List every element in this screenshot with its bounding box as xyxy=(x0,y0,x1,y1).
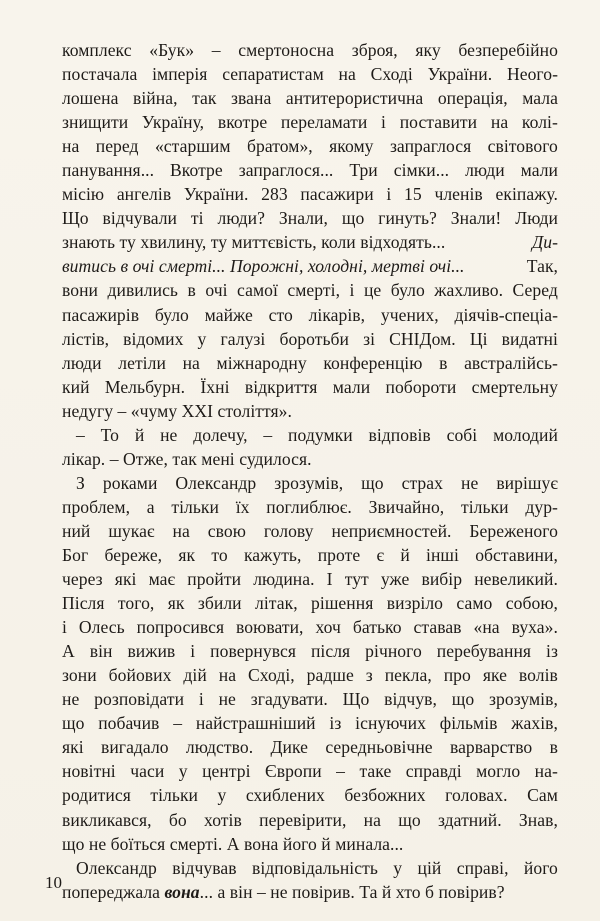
word: обставини, xyxy=(475,544,558,565)
word: цій xyxy=(417,857,442,878)
page-number: 10 xyxy=(45,873,62,892)
text-line xyxy=(62,880,558,904)
word: Ці xyxy=(469,328,488,349)
word: вони xyxy=(62,280,99,301)
word: австралійсь- xyxy=(464,352,558,373)
word: на xyxy=(490,112,509,133)
word: бо xyxy=(168,809,187,830)
word: і xyxy=(190,641,196,662)
word: визріло xyxy=(386,593,444,614)
word: Сході, xyxy=(248,665,295,686)
word: дур- xyxy=(525,496,558,517)
text-line xyxy=(62,351,558,375)
word: – xyxy=(76,424,85,445)
word: пройти xyxy=(187,569,242,590)
word: не xyxy=(460,472,479,493)
word: кий xyxy=(62,376,90,397)
word: не xyxy=(160,424,178,445)
word: збили xyxy=(197,593,242,614)
word: Їхні xyxy=(200,376,230,397)
word: що xyxy=(361,472,384,493)
text-line-part: ... а він – не повірив. Та й хто б повірив? xyxy=(199,881,505,902)
word: згадувати. xyxy=(250,689,328,710)
word: Мельбурн. xyxy=(104,376,186,397)
word: побачив xyxy=(98,713,160,734)
word: То xyxy=(100,424,119,445)
word: жахів, xyxy=(511,713,558,734)
word: Звичайно, xyxy=(368,496,445,517)
word: найстрашніший xyxy=(195,713,316,734)
word: А xyxy=(62,641,75,662)
text-line xyxy=(62,567,558,591)
text-line xyxy=(62,110,558,134)
text-line xyxy=(62,38,558,62)
word: у xyxy=(393,857,403,878)
word: здатний. xyxy=(437,809,502,830)
word: знищити xyxy=(62,112,129,133)
word: війна, xyxy=(133,88,178,109)
word: це xyxy=(363,280,382,301)
text-line: недугу – «чуму XXI століття». xyxy=(62,400,292,421)
word: молодий xyxy=(493,424,558,445)
word: панування... xyxy=(62,160,155,181)
word: летіли xyxy=(118,352,166,373)
bold-italic-word: вона xyxy=(164,881,200,902)
body-text xyxy=(62,38,558,904)
word: і xyxy=(198,689,204,710)
italic-fragment: витись в очі смерті... Порожні, холодні, мертві очі... xyxy=(62,256,465,277)
word: майже xyxy=(204,304,253,325)
word: Бог xyxy=(62,544,89,565)
text-line xyxy=(62,759,558,783)
word: Що xyxy=(62,208,89,229)
word: відкриття xyxy=(244,376,318,397)
word: із xyxy=(329,713,342,734)
word: ангелів xyxy=(116,184,172,205)
word: операція, xyxy=(437,88,508,109)
word: має xyxy=(148,569,176,590)
word: й xyxy=(134,424,145,445)
word: відомих xyxy=(123,328,184,349)
word: люди xyxy=(62,352,102,373)
word: не xyxy=(218,689,236,710)
word: його xyxy=(523,857,558,878)
word: про xyxy=(443,665,471,686)
word: що xyxy=(451,689,475,710)
text-line xyxy=(62,134,558,158)
word: зони xyxy=(62,665,97,686)
word: якому xyxy=(329,136,374,157)
word: перевірити, xyxy=(259,809,347,830)
word: свою xyxy=(207,520,246,541)
word: – xyxy=(173,713,183,734)
word: повернувся xyxy=(210,641,296,662)
word: учених, xyxy=(380,304,439,325)
word: кажуть, xyxy=(243,544,302,565)
text-line xyxy=(62,206,558,230)
word: радше xyxy=(306,665,354,686)
word: рішення xyxy=(311,593,374,614)
word: зрозумів, xyxy=(489,689,558,710)
word: яке xyxy=(482,665,507,686)
word: Дике xyxy=(270,737,309,758)
word: є xyxy=(376,544,385,565)
text-line xyxy=(62,783,558,807)
word: вижив xyxy=(127,641,176,662)
word: схиблених xyxy=(245,785,325,806)
word: антитерористична xyxy=(285,88,424,109)
word: волів xyxy=(518,665,558,686)
word: Сам xyxy=(527,785,558,806)
word: центрі xyxy=(202,761,251,782)
word: Люди xyxy=(515,208,558,229)
word: справді xyxy=(405,761,462,782)
word: запраглося xyxy=(389,136,472,157)
word: жахливо. xyxy=(434,280,504,301)
word: постачала xyxy=(62,64,138,85)
word: дивились xyxy=(107,280,179,301)
text-line xyxy=(62,327,558,351)
word: в xyxy=(549,737,558,758)
word: пекла, xyxy=(384,665,432,686)
word: галузі xyxy=(220,328,266,349)
word: які xyxy=(114,569,137,590)
word: – xyxy=(263,424,273,445)
word: смерті, xyxy=(287,280,341,301)
word: лошена xyxy=(62,88,119,109)
word: сімки... xyxy=(393,160,450,181)
word: відповідальність xyxy=(252,857,378,878)
word: – xyxy=(211,40,221,60)
word: бойових xyxy=(108,665,172,686)
word: що xyxy=(398,809,421,830)
word: береже, xyxy=(104,544,163,565)
word: Серед xyxy=(512,280,558,301)
text-line xyxy=(62,808,558,832)
word: страх xyxy=(401,472,443,493)
text-line xyxy=(62,519,558,543)
word: тільки xyxy=(150,785,199,806)
word: інші xyxy=(426,544,459,565)
text-line-part: попереджала xyxy=(62,881,165,902)
word: «на xyxy=(473,617,500,638)
word: літак, xyxy=(255,593,298,614)
word: людство. xyxy=(185,737,254,758)
word: хоч xyxy=(315,617,341,638)
word: справі, xyxy=(456,857,509,878)
word: лістів, xyxy=(62,328,110,349)
word: тут xyxy=(344,569,369,590)
word: безбожних xyxy=(344,785,426,806)
word: і xyxy=(381,112,386,133)
word: які xyxy=(62,737,84,758)
word: екіпажу. xyxy=(495,184,558,205)
text-line: лікар. – Отже, так мені судилося. xyxy=(62,448,312,469)
word: Україну, xyxy=(141,112,205,133)
word: тільки xyxy=(460,496,509,517)
word: запраглося... xyxy=(238,160,334,181)
word: само xyxy=(456,593,493,614)
word: у xyxy=(178,761,188,782)
word: проте xyxy=(317,544,361,565)
word: долечу, xyxy=(193,424,248,445)
text-line xyxy=(62,278,558,302)
word: було xyxy=(390,280,425,301)
word: Знали, xyxy=(278,208,328,229)
text-line-part: знають ту хвилину, ту миттєвість, коли відходять... xyxy=(62,232,446,253)
word: відчували xyxy=(102,208,178,229)
word: на xyxy=(338,64,356,85)
word: фільмів xyxy=(439,713,498,734)
word: зі xyxy=(363,328,376,349)
word: що xyxy=(62,713,85,734)
word: звана xyxy=(231,88,272,109)
word: й xyxy=(400,544,410,565)
word: мали xyxy=(520,160,558,181)
text-line xyxy=(62,495,558,519)
word: безперебійно xyxy=(458,40,558,60)
word: новітні xyxy=(62,761,116,782)
word: відчував xyxy=(172,857,237,878)
word: комплекс xyxy=(62,40,132,60)
word: людина. xyxy=(253,569,315,590)
word: 283 xyxy=(261,184,288,205)
word: смертельну xyxy=(471,376,558,397)
word: на- xyxy=(534,761,558,782)
word: вуха». xyxy=(511,617,558,638)
word: конференцію xyxy=(323,352,423,373)
word: відчув, xyxy=(384,689,437,710)
word: тільки xyxy=(171,496,219,517)
word: як xyxy=(167,593,185,614)
word: родитися xyxy=(62,785,131,806)
word: «Бук» xyxy=(149,40,195,60)
italic-fragment: Ди- xyxy=(532,232,558,253)
word: на xyxy=(363,809,381,830)
text-line: що не боїться смерті. А вона його й минала... xyxy=(62,833,404,854)
word: воювати, xyxy=(236,617,304,638)
word: проблем, xyxy=(62,496,131,517)
word: СНІДом. xyxy=(389,328,456,349)
word: в xyxy=(439,352,448,373)
word: сепаратистам xyxy=(222,64,324,85)
word: вкотре xyxy=(217,112,268,133)
word: очі xyxy=(205,280,228,301)
text-line xyxy=(62,182,558,206)
word: зброя, xyxy=(351,40,398,60)
text-line xyxy=(62,158,558,182)
word: собою, xyxy=(505,593,558,614)
text-line xyxy=(62,375,558,399)
word: вирішує xyxy=(496,472,558,493)
word: через xyxy=(62,569,103,590)
text-line xyxy=(62,663,558,687)
word: річного xyxy=(365,641,422,662)
word: імперія xyxy=(152,64,208,85)
word: поглиблює. xyxy=(266,496,352,517)
word: а xyxy=(146,496,155,517)
word: «старшим xyxy=(154,136,231,157)
word: Після xyxy=(62,593,105,614)
text-line xyxy=(62,423,558,447)
word: існуючих xyxy=(355,713,426,734)
word: подумки xyxy=(288,424,353,445)
word: і xyxy=(386,184,392,205)
word: світового xyxy=(487,136,558,157)
word: шукає xyxy=(108,520,155,541)
word: на xyxy=(218,665,237,686)
word: ний xyxy=(62,520,91,541)
word: середньовічне xyxy=(325,737,433,758)
word: Олександр xyxy=(175,472,257,493)
word: перед xyxy=(95,136,139,157)
word: ставав xyxy=(413,617,462,638)
word: Знали! xyxy=(450,208,502,229)
word: діячів-спеціа- xyxy=(454,304,558,325)
word: переламати xyxy=(280,112,368,133)
word: ті xyxy=(190,208,204,229)
text-line xyxy=(62,254,558,278)
word: в xyxy=(187,280,196,301)
word: Три xyxy=(349,160,378,181)
word: України. xyxy=(427,64,493,85)
word: із xyxy=(546,641,558,662)
text-line xyxy=(62,471,558,495)
text-line xyxy=(62,615,558,639)
word: собі xyxy=(446,424,478,445)
word: вигадало xyxy=(100,737,169,758)
word: пасажири xyxy=(300,184,374,205)
word: головах. xyxy=(445,785,508,806)
word: то xyxy=(211,544,228,565)
word: і xyxy=(349,280,355,301)
word: могло xyxy=(476,761,521,782)
word: мала xyxy=(522,88,558,109)
word: З xyxy=(76,472,85,493)
word: сто xyxy=(268,304,293,325)
word: України. xyxy=(183,184,249,205)
word: зрозумів, xyxy=(274,472,344,493)
word: побороти xyxy=(385,376,457,397)
word: місію xyxy=(62,184,105,205)
word: Береженого xyxy=(469,520,558,541)
word: розповідати xyxy=(94,689,185,710)
word: на xyxy=(182,352,200,373)
word: Знав, xyxy=(518,809,558,830)
text-line xyxy=(62,639,558,663)
word: перебування xyxy=(436,641,532,662)
word: невеликий. xyxy=(474,569,558,590)
word: того, xyxy=(117,593,155,614)
word: і xyxy=(62,617,67,638)
word: варварство xyxy=(449,737,533,758)
word: було xyxy=(154,304,189,325)
word: неприємностей. xyxy=(331,520,452,541)
text-line xyxy=(62,591,558,615)
word: пасажирів xyxy=(62,304,140,325)
word: 15 xyxy=(404,184,422,205)
text-line xyxy=(62,735,558,759)
word: люди xyxy=(465,160,505,181)
word: – xyxy=(336,761,346,782)
word: уже xyxy=(380,569,410,590)
word: відповів xyxy=(368,424,431,445)
word: мали xyxy=(332,376,371,397)
word: поставити xyxy=(399,112,478,133)
word: смертоносна xyxy=(238,40,335,60)
word: І xyxy=(326,569,333,590)
word: люди? xyxy=(217,208,265,229)
word: їх xyxy=(235,496,250,517)
word: не xyxy=(62,689,80,710)
word: викликався, xyxy=(62,809,152,830)
text-line xyxy=(62,543,558,567)
word: боротьби xyxy=(279,328,350,349)
word: міжнародну xyxy=(216,352,307,373)
word: хотів xyxy=(204,809,242,830)
text-line xyxy=(62,303,558,327)
word: Сході xyxy=(370,64,413,85)
word: у xyxy=(217,785,227,806)
word: що xyxy=(341,208,365,229)
word: Олександр xyxy=(76,857,157,878)
text-line xyxy=(62,711,558,735)
word: дій xyxy=(183,665,207,686)
word: Вкотре xyxy=(170,160,223,181)
word: так xyxy=(192,88,217,109)
word: братом», xyxy=(246,136,313,157)
word: яку xyxy=(415,40,441,60)
word: батько xyxy=(352,617,402,638)
word: Європи xyxy=(265,761,322,782)
word: колі- xyxy=(521,112,558,133)
word: часи xyxy=(130,761,165,782)
word: самої xyxy=(237,280,278,301)
text-line xyxy=(62,856,558,880)
word: членів xyxy=(434,184,483,205)
word: з xyxy=(365,665,373,686)
word: на xyxy=(172,520,190,541)
text-line xyxy=(62,687,558,711)
text-line-part: Так, xyxy=(526,256,558,277)
word: таке xyxy=(359,761,392,782)
word: голову xyxy=(263,520,314,541)
text-line xyxy=(62,230,558,254)
word: гинуть? xyxy=(378,208,437,229)
word: у xyxy=(197,328,207,349)
word: Олесь xyxy=(78,617,125,638)
word: Неого- xyxy=(506,64,558,85)
word: після xyxy=(310,641,351,662)
text-line xyxy=(62,62,558,86)
word: він xyxy=(89,641,113,662)
word: роками xyxy=(102,472,158,493)
word: видатні xyxy=(501,328,558,349)
word: Що xyxy=(342,689,370,710)
word: попросився xyxy=(136,617,225,638)
word: лікарів, xyxy=(308,304,366,325)
text-line xyxy=(62,86,558,110)
word: як xyxy=(178,544,196,565)
word: вибір xyxy=(421,569,463,590)
word: на xyxy=(62,136,80,157)
